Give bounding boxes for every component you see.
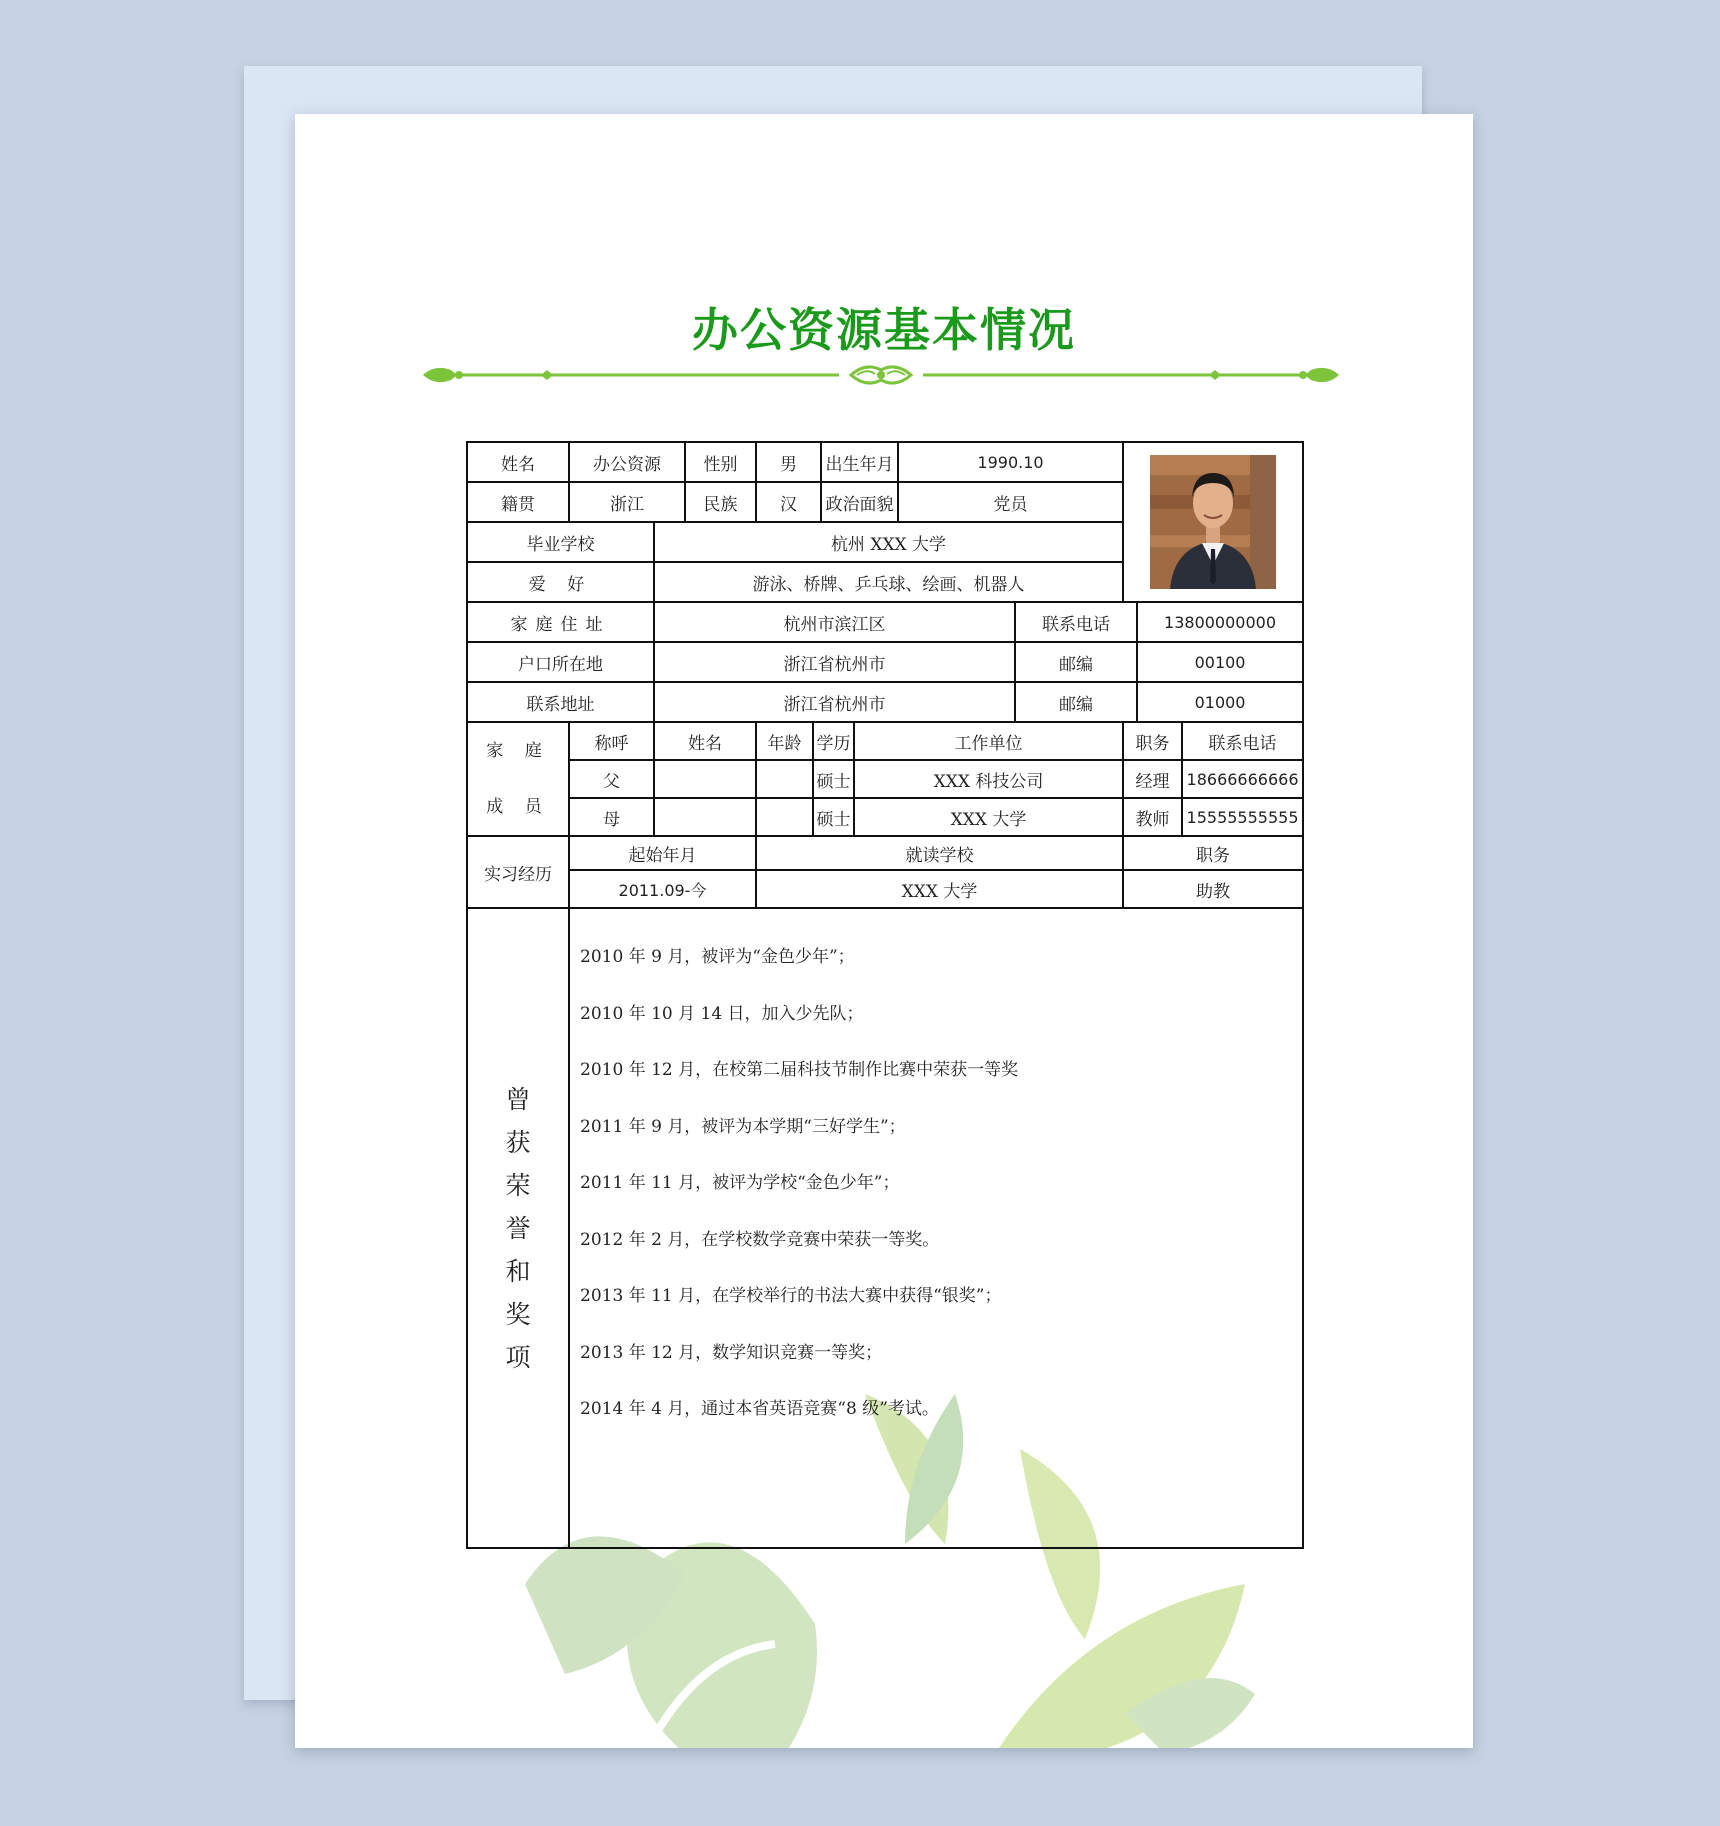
name-value: 办公资源: [569, 442, 685, 482]
phone-label: 联系电话: [1015, 602, 1137, 642]
row-name: [467, 442, 1303, 482]
family-cell: 母: [569, 798, 654, 836]
internship-label: 实习经历: [467, 836, 569, 908]
resume-sheet: [295, 114, 1473, 1748]
honors-label-cell: [467, 908, 569, 1548]
honors-list: [570, 909, 1302, 1438]
list-item: 2014 年 4 月，通过本省英语竞赛“8 级”考试。: [580, 1399, 939, 1419]
zip1-value: 00100: [1137, 642, 1303, 682]
list-item: 2013 年 12 月，数学知识竞赛一等奖；: [580, 1342, 883, 1363]
family-label-top: 家 庭: [486, 741, 550, 761]
family-label: [467, 722, 569, 836]
family-header-position: 职务: [1123, 722, 1182, 760]
family-cell: [654, 760, 756, 798]
photo-cell: [1123, 442, 1303, 602]
title-ornament: [421, 360, 1341, 390]
family-cell: 经理: [1123, 760, 1182, 798]
family-cell: XXX 大学: [854, 798, 1123, 836]
family-cell: XXX 科技公司: [854, 760, 1123, 798]
page-title: 办公资源基本情况: [692, 303, 1076, 357]
political-value: 党员: [898, 482, 1123, 522]
family-cell: [654, 798, 756, 836]
table-row: [467, 760, 1303, 798]
native-value: 浙江: [569, 482, 685, 522]
family-cell: [756, 760, 813, 798]
hukou-value: 浙江省杭州市: [654, 642, 1015, 682]
family-cell: 硕士: [813, 760, 854, 798]
school-label: 毕业学校: [467, 522, 654, 562]
row-family-header: [467, 722, 1303, 760]
family-header-title: 称呼: [569, 722, 654, 760]
list-item: 2011 年 11 月，被评为学校“金色少年”；: [580, 1173, 900, 1193]
gender-value: 男: [756, 442, 821, 482]
intern-header-start: 起始年月: [569, 836, 756, 870]
family-cell: 父: [569, 760, 654, 798]
address-value: 杭州市滨江区: [654, 602, 1015, 642]
intern-school: XXX 大学: [756, 870, 1123, 908]
list-item: 2010 年 10 月 14 日，加入少先队；: [580, 1003, 864, 1024]
zip2-label: 邮编: [1015, 682, 1137, 722]
hobby-value: 游泳、桥牌、乒乓球、绘画、机器人: [654, 562, 1123, 602]
birth-value: 1990.10: [898, 442, 1123, 482]
family-cell: 15555555555: [1182, 798, 1303, 836]
table-row: [467, 870, 1303, 908]
intern-header-school: 就读学校: [756, 836, 1123, 870]
zip1-label: 邮编: [1015, 642, 1137, 682]
family-cell: [756, 798, 813, 836]
row-contact: [467, 682, 1303, 722]
address-label: 家庭住址: [467, 602, 654, 642]
family-label-bottom: 成 员: [486, 797, 550, 817]
zip2-value: 01000: [1137, 682, 1303, 722]
honors-label: 曾获荣誉和奖项: [505, 1084, 531, 1372]
intern-position: 助教: [1123, 870, 1303, 908]
birth-label: 出生年月: [821, 442, 898, 482]
family-cell: 教师: [1123, 798, 1182, 836]
intern-header-position: 职务: [1123, 836, 1303, 870]
family-header-phone: 联系电话: [1182, 722, 1303, 760]
family-cell: 18666666666: [1182, 760, 1303, 798]
intern-start: 2011.09-今: [569, 870, 756, 908]
family-header-age: 年龄: [756, 722, 813, 760]
gender-label: 性别: [685, 442, 756, 482]
list-item: 2013 年 11 月，在学校举行的书法大赛中获得“银奖”；: [580, 1286, 1002, 1306]
row-hukou: [467, 642, 1303, 682]
row-address: [467, 602, 1303, 642]
political-label: 政治面貌: [821, 482, 898, 522]
hobby-label: 爱 好: [467, 562, 654, 602]
family-header-edu: 学历: [813, 722, 854, 760]
name-label: 姓名: [467, 442, 569, 482]
list-item: 2010 年 9 月，被评为“金色少年”；: [580, 947, 855, 967]
row-intern-header: [467, 836, 1303, 870]
school-value: 杭州 XXX 大学: [654, 522, 1123, 562]
contact-label: 联系地址: [467, 682, 654, 722]
ethnic-value: 汉: [756, 482, 821, 522]
family-cell: 硕士: [813, 798, 854, 836]
row-honors: [467, 908, 1303, 1548]
list-item: 2011 年 9 月，被评为本学期“三好学生”；: [580, 1116, 906, 1137]
avatar: [1150, 455, 1276, 589]
hukou-label: 户口所在地: [467, 642, 654, 682]
ethnic-label: 民族: [685, 482, 756, 522]
family-header-employer: 工作单位: [854, 722, 1123, 760]
honors-cell: [569, 908, 1303, 1548]
contact-value: 浙江省杭州市: [654, 682, 1015, 722]
resume-table: [466, 441, 1304, 1549]
list-item: 2010 年 12 月，在校第二届科技节制作比赛中荣获一等奖: [580, 1060, 1019, 1080]
table-row: [467, 798, 1303, 836]
phone-value: 13800000000: [1137, 602, 1303, 642]
list-item: 2012 年 2 月，在学校数学竞赛中荣获一等奖。: [580, 1229, 940, 1250]
native-label: 籍贯: [467, 482, 569, 522]
family-header-name: 姓名: [654, 722, 756, 760]
